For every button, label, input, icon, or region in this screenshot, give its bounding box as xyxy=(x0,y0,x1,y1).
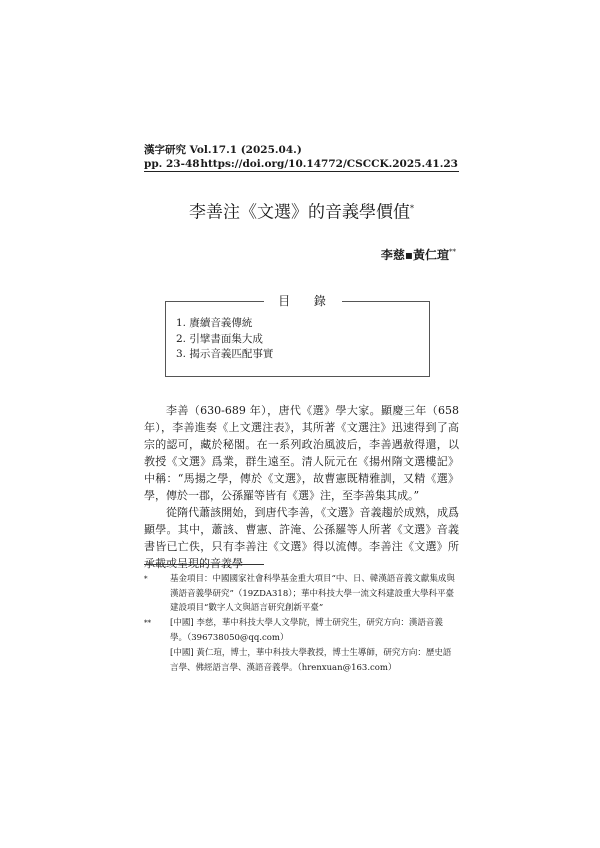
footnote xyxy=(144,616,459,645)
authors-footnote-mark: ** xyxy=(449,248,456,256)
header-rule xyxy=(144,171,459,172)
footnote-mark: * xyxy=(144,574,148,583)
journal-volume: 漢字研究 Vol.17.1 (2025.04.) xyxy=(144,144,302,156)
footnote-text: [中國] 李慈，華中科技大學人文學院，博士研究生，研究方向：漢語音義學。（396738050@qq.com） xyxy=(170,618,443,643)
body-text xyxy=(144,402,459,572)
toc-title: 目 錄 xyxy=(264,292,342,309)
footnote xyxy=(144,646,459,675)
footnote xyxy=(144,572,459,616)
footnote-text: 基金項目：中國國家社會科學基金重大項目“中、日、韓漢語音義文獻集成與漢語音義學研究”（19ZDA318）；華中科技大學一流文科建設重大學科平臺建設項目“數字人文與語言研究創新平臺” xyxy=(170,574,455,613)
toc-item: 3. 揭示音義匹配事實 xyxy=(176,348,274,360)
body-paragraph: 李善（630-689 年），唐代《選》學大家。顯慶三年（658 年），李善進奏《上文選注表》，其所著《文選注》迅速得到了高宗的認可，藏於秘閣。在一系列政治風波后，李善遇赦得還，以教授《文選》爲業，群生遠至。清人阮元在《揚州隋文選樓記》中稱：“馬揚之學，傳於《文選》，故曹憲既精雅訓，又精《選》學，傳於一郡，公孫羅等皆有《選》注，至李善集其成。” xyxy=(144,404,459,502)
doi-link[interactable]: https://doi.org/10.14772/CSCCK.2025.41.23 xyxy=(200,158,458,170)
article-authors xyxy=(381,246,456,263)
body-paragraph: 從隋代蕭該開始，到唐代李善，《文選》音義趨於成熟，成爲顯學。其中，蕭該、曹憲、許淹、公孫羅等人所著《文選》音義書皆已亡佚，只有李善注《文選》得以流傳。李善注《文選》所承載或呈現的音義學 xyxy=(144,506,459,570)
page-range: pp. 23-48 xyxy=(144,158,200,170)
toc-list xyxy=(176,316,273,363)
authors-text: 李慈▪黃仁瑄 xyxy=(380,248,449,262)
footnote-rule xyxy=(144,564,264,565)
article-title-text: 李善注《文選》的音義學價值 xyxy=(189,202,410,223)
toc-item: 1. 賡續音義傳統 xyxy=(176,317,253,329)
toc-item: 2. 引擘書面集大成 xyxy=(176,332,263,345)
title-footnote-mark: * xyxy=(410,204,414,213)
footnote-text: [中國] 黃仁瑄，博士，華中科技大學教授，博士生導師，研究方向：歷史語言學、佛經語言學、漢語音義學。（hrenxuan@163.com） xyxy=(170,648,452,673)
article-title xyxy=(144,198,459,224)
footnote-mark: ** xyxy=(144,618,152,627)
